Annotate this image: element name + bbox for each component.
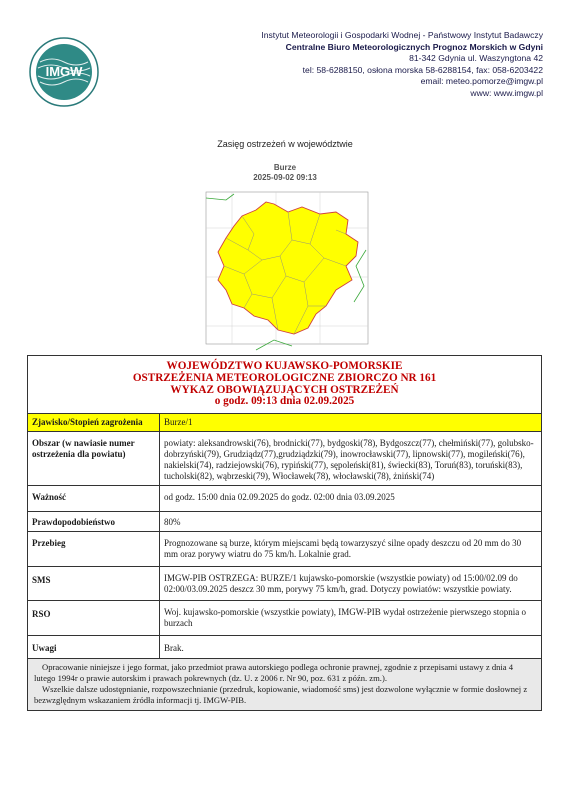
table-row (28, 414, 542, 432)
row-label: RSO (28, 601, 160, 636)
row-label: Ważność (28, 486, 160, 512)
row-value: Burze/1 (160, 414, 542, 432)
map-datetime: 2025-09-02 09:13 (253, 173, 317, 182)
row-label: Obszar (w nawiasie numer ostrzeżenia dla powiatu) (28, 432, 160, 486)
map-caption: Zasięg ostrzeżeń w województwie (217, 139, 353, 149)
row-value: 80% (160, 512, 542, 532)
row-label: Uwagi (28, 636, 160, 659)
warnings-table (27, 355, 542, 711)
row-value: Prognozowane są burze, którym miejscami będą towarzyszyć silne opady deszczu od 20 mm do 30 mm oraz porywy wiatru do 75 km/h. Lokalnie grad. (160, 532, 542, 567)
imgw-logo (28, 36, 100, 108)
warning-map (196, 190, 374, 355)
logo-text: IMGW (45, 64, 83, 79)
copyright-paragraph: Opracowanie niniejsze i jego format, jako przedmiot prawa autorskiego podlega ochronie prawnej, zgodnie z przepisami ustawy z dnia 4 lutego 1994r o prawie autorskim i prawach pokrewnych (dz. U. z 2006 r. Nr 90, poz. 631 z późn. zm.). (34, 662, 514, 684)
warnings-title (27, 355, 542, 413)
table-row (28, 601, 542, 636)
distribution-paragraph: Wszelkie dalsze udostępnianie, rozpowszechnianie (przedruk, kopiowanie, wiadomość sms) jest dozwolone wyłącznie w formie dosłownej z bezwzględnym wskazaniem źródła informacji tj. IMGW-PIB. (34, 684, 528, 706)
table-row (28, 512, 542, 532)
table-row (28, 486, 542, 512)
title-bulletin: OSTRZEŻENIA METEOROLOGICZNE ZBIORCZO NR 161 (132, 371, 437, 384)
row-value: Brak. (160, 636, 542, 659)
map-subtitle (0, 163, 570, 183)
row-label: SMS (28, 567, 160, 601)
bureau-name: Centralne Biuro Meteorologicznych Prognoz Morskich w Gdyni (285, 41, 543, 52)
row-value: powiaty: aleksandrowski(76), brodnicki(77), bydgoski(78), Bydgoszcz(77), chełmiński(77), golubsko-dobrzyński(79), Grudziądz(77),grudziądzki(79), inowrocławski(77), lipnowski(77), mogileński(76), nakielski(74), radziejowski(76), rypiński(77), sępoleński(81), świecki(83), Toruń(83), toruński(83), tucholski(82), wąbrzeski(79), Włocławek(78), włocławski(78), żniński(74) (160, 432, 542, 486)
row-label: Prawdopodobieństwo (28, 512, 160, 532)
phone-fax: tel: 58-6288150, osłona morska 58-6288154, fax: 058-6203422 (302, 64, 543, 75)
row-value: od godz. 15:00 dnia 02.09.2025 do godz. 02:00 dnia 03.09.2025 (160, 486, 542, 512)
table-row (28, 636, 542, 659)
row-value: IMGW-PIB OSTRZEGA: BURZE/1 kujawsko-pomorskie (wszystkie powiaty) od 15:00/02.09 do 02:00/03.09.2025 deszcz 30 mm, porywy 75 km/h, grad. Dotyczy powiatów: wszystkie powiaty. (160, 567, 542, 601)
copyright-notice (27, 659, 542, 711)
institute-name: Instytut Meteorologii i Gospodarki Wodnej - Państwowy Instytut Badawczy (261, 30, 543, 40)
title-province: WOJEWÓDZTWO KUJAWSKO-POMORSKIE (166, 360, 403, 372)
table-row (28, 432, 542, 486)
row-label: Przebieg (28, 532, 160, 567)
institution-header (261, 30, 543, 100)
title-list: WYKAZ OBOWIĄZUJĄCYCH OSTRZEŻEŃ (170, 383, 399, 396)
table-row (28, 567, 542, 601)
row-label: Zjawisko/Stopień zagrożenia (28, 414, 160, 432)
title-time: o godz. 09:13 dnia 02.09.2025 (214, 395, 355, 408)
email[interactable]: email: meteo.pomorze@imgw.pl (420, 76, 543, 87)
address: 81-342 Gdynia ul. Waszyngtona 42 (409, 53, 543, 64)
map-phenomenon: Burze (273, 163, 297, 172)
row-value: Woj. kujawsko-pomorskie (wszystkie powiaty), IMGW-PIB wydał ostrzeżenie pierwszego stopnia o burzach (160, 601, 542, 636)
table-row (28, 532, 542, 567)
imgw-logo-emblem (28, 36, 100, 108)
website[interactable]: www: www.imgw.pl (470, 87, 543, 98)
